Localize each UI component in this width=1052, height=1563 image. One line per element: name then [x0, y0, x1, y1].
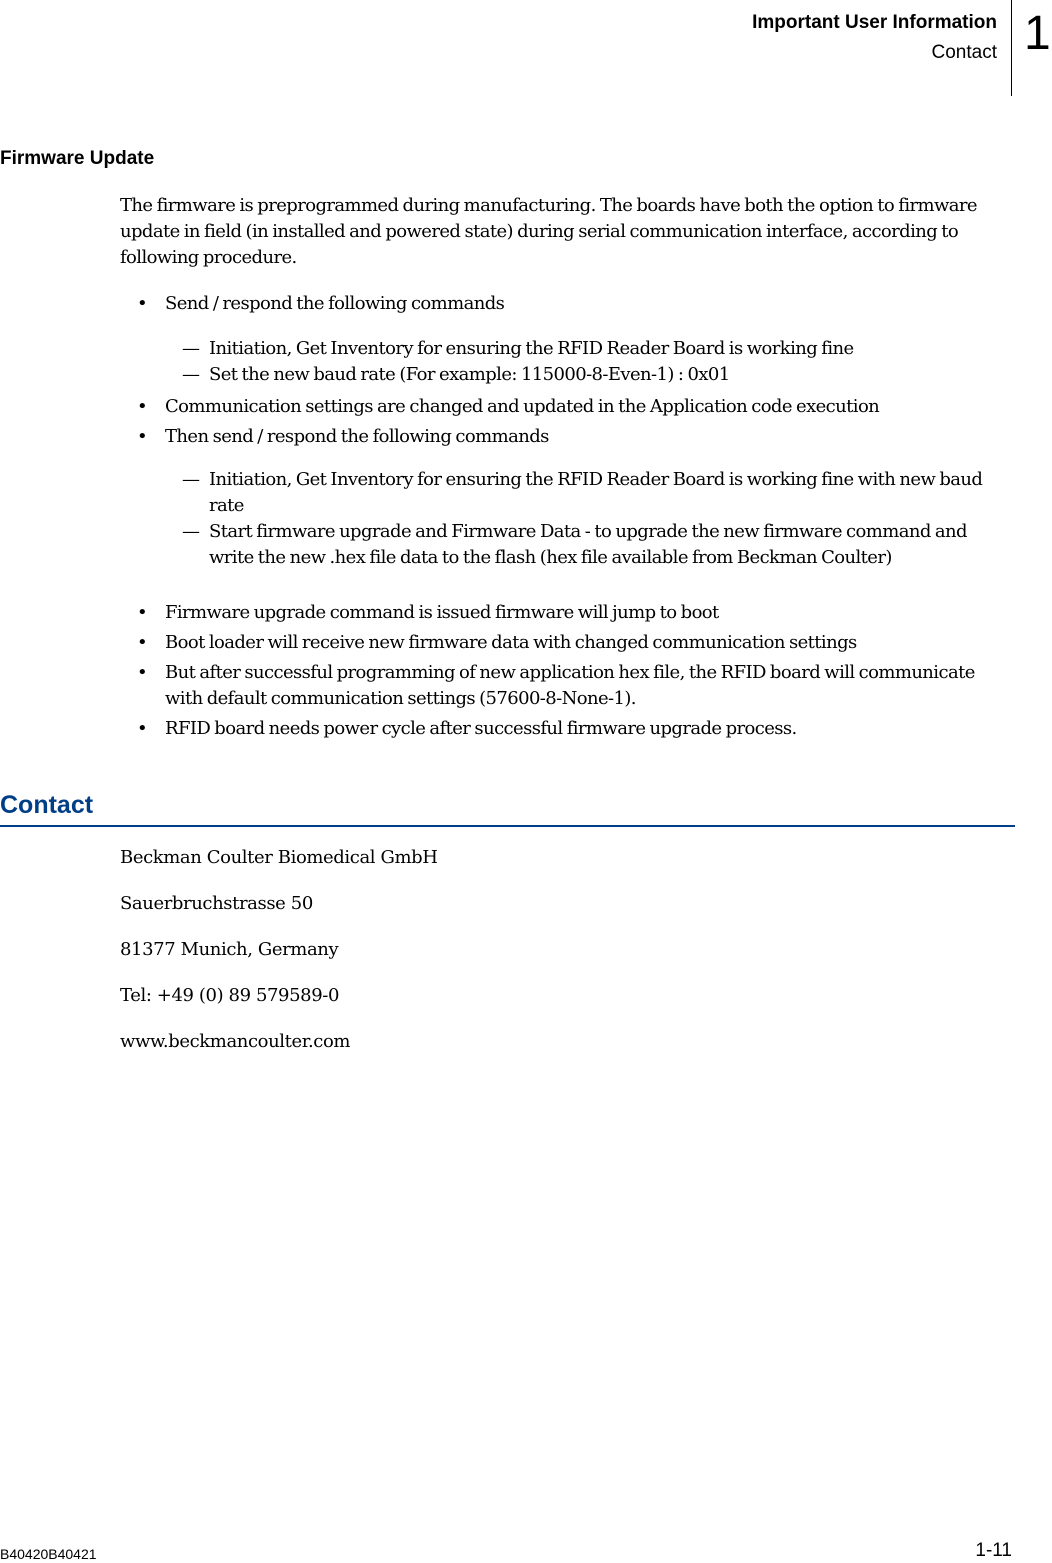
contact-heading-rule [0, 825, 1015, 827]
contact-website: www.beckmancoulter.com [120, 1031, 351, 1052]
chapter-title: Important User Information [752, 12, 997, 33]
list-item: • But after successful programming of new application hex file, the RFID board will communicate with default communication settings (57600-8-None-1). [137, 660, 1015, 712]
list-item: • Then send / respond the following commands [137, 424, 1015, 450]
list-item: • RFID board needs power cycle after successful firmware upgrade process. [137, 716, 1015, 742]
list-item: • Firmware upgrade command is issued firmware will jump to boot [137, 600, 1015, 626]
list-item: — Initiation, Get Inventory for ensuring the RFID Reader Board is working fine with new baud rate [182, 467, 1015, 519]
contact-company: Beckman Coulter Biomedical GmbH [120, 847, 438, 868]
list-item: • Boot loader will receive new firmware data with changed communication settings [137, 630, 1015, 656]
page-number: 1-11 [975, 1540, 1012, 1561]
firmware-update-heading: Firmware Update [0, 148, 155, 169]
dash-list-2 [182, 467, 1015, 571]
header-divider [1011, 0, 1012, 96]
contact-street: Sauerbruchstrasse 50 [120, 893, 313, 914]
section-title: Contact [931, 42, 997, 63]
running-header [752, 8, 997, 68]
bullet-list-3 [137, 600, 1015, 742]
list-item: • Communication settings are changed and updated in the Application code execution [137, 394, 1015, 420]
document-number: B40420B40421 [0, 1546, 97, 1562]
list-item: — Initiation, Get Inventory for ensuring the RFID Reader Board is working fine [182, 336, 1015, 362]
bullet-list-1 [137, 291, 1015, 317]
chapter-number: 1 [1024, 7, 1051, 60]
firmware-intro-paragraph: The firmware is preprogrammed during manufacturing. The boards have both the option to firmware update in field (in installed and powered state) during serial communication interface, according to following procedure. [120, 195, 977, 268]
dash-list-1 [182, 336, 1015, 388]
list-item: • Send / respond the following commands [137, 291, 1015, 317]
list-item: — Start firmware upgrade and Firmware Data - to upgrade the new firmware command and write the new .hex file data to the flash (hex file available from Beckman Coulter) [182, 519, 1015, 571]
bullet-list-2 [137, 394, 1015, 450]
contact-city: 81377 Munich, Germany [120, 939, 339, 960]
contact-phone: Tel: +49 (0) 89 579589-0 [120, 985, 340, 1006]
list-item: — Set the new baud rate (For example: 115000-8-Even-1) : 0x01 [182, 362, 1015, 388]
contact-heading: Contact [0, 791, 94, 819]
